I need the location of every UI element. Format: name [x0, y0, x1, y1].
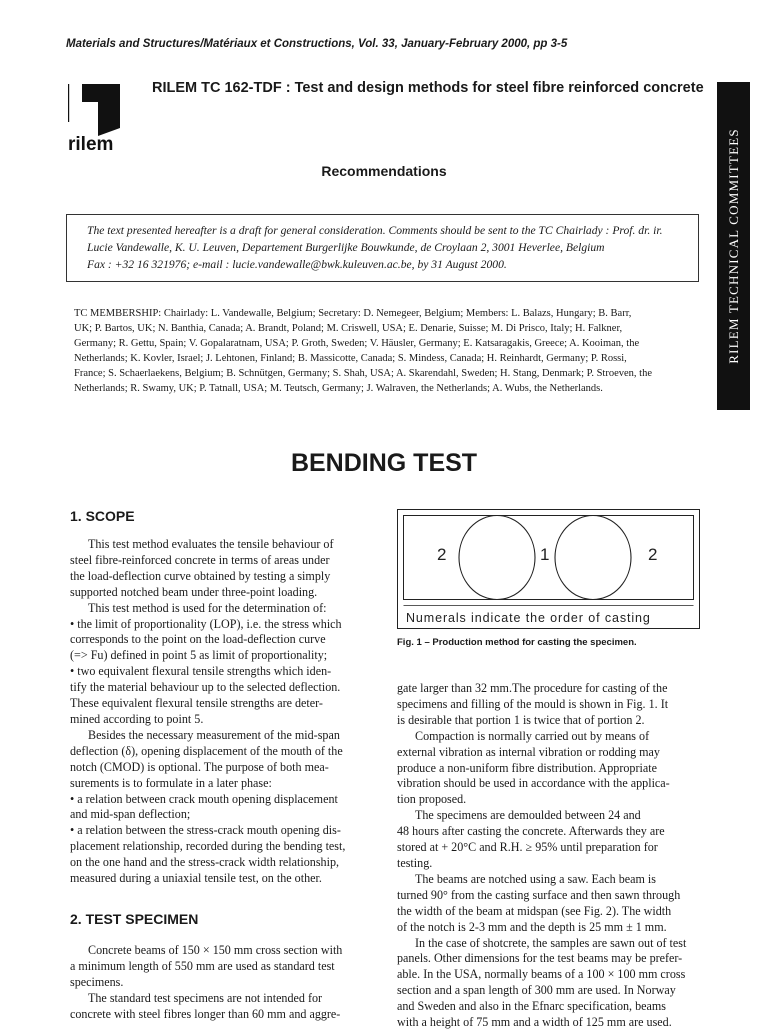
text-line: tion proposed.: [397, 792, 467, 807]
text-line: steel fibre-reinforced concrete in terms of areas under: [70, 552, 330, 567]
text-line: on the one hand and the stress-crack width relationship,: [70, 855, 340, 870]
text-line: able. In the USA, normally beams of a 100 × 100 mm cross: [397, 967, 686, 982]
right-column-text: [397, 681, 703, 1031]
casting-figure: [397, 509, 700, 629]
text-line: turned 90° from the casting surface and then sawn through: [397, 887, 681, 902]
text-line: panels. Other dimensions for the test beams may be prefer-: [397, 951, 683, 966]
text-line: external vibration as internal vibration or rodding may: [397, 744, 660, 759]
text-line: Compaction is normally carried out by means of: [415, 728, 650, 743]
text-line: gate larger than 32 mm.The procedure for casting of the: [397, 681, 668, 695]
membership-line: Netherlands; K. Kovler, Israel; J. Lehtonen, Finland; B. Massicotte, Canada; S. Mindess, Canada; H. Reinhardt, Germany; P. Rossi,: [74, 353, 627, 364]
text-line: supported notched beam under three-point loading.: [70, 584, 318, 599]
text-line: In the case of shotcrete, the samples are sawn out of test: [415, 935, 687, 950]
text-line: notch (CMOD) is optional. The purpose of both mea-: [70, 759, 329, 774]
text-line: specimens.: [70, 974, 124, 989]
svg-text:rilem: rilem: [68, 134, 114, 154]
text-line: and Sweden and also in the Efnarc specification, beams: [397, 999, 666, 1014]
text-line: This test method evaluates the tensile behaviour of: [88, 537, 334, 551]
portion-label: 2: [648, 545, 658, 564]
specimen-heading: 2. TEST SPECIMEN: [70, 911, 199, 927]
text-line: deflection (δ), opening displacement of the mouth of the: [70, 743, 343, 758]
scope-text: [70, 537, 378, 887]
notice-box: [66, 214, 699, 282]
text-line: corresponds to the point on the load-deflection curve: [70, 632, 326, 647]
text-line: surements is to formulate in a later phase:: [70, 775, 272, 790]
text-line: • a relation between the stress-crack mouth opening dis-: [70, 823, 341, 838]
text-line: a minimum length of 550 mm are used as standard test: [70, 958, 335, 973]
text-line: Concrete beams of 150 × 150 mm cross section with: [88, 943, 343, 957]
text-line: specimens and filling of the mould is shown in Fig. 1. It: [397, 696, 669, 711]
text-line: Besides the necessary measurement of the mid-span: [88, 727, 340, 742]
membership-line: Netherlands; R. Swamy, UK; P. Tatnall, USA; M. Teutsch, Germany; J. Walraven, the Netherlands; A. Wubs, the Netherlands.: [74, 383, 603, 394]
figure-note: Numerals indicate the order of casting: [406, 611, 651, 625]
scope-heading: 1. SCOPE: [70, 508, 135, 524]
figure-caption: Fig. 1 – Production method for casting the specimen.: [397, 637, 637, 648]
membership-line: UK; P. Bartos, UK; N. Banthia, Canada; A. Brandt, Poland; M. Criswell, USA; E. Denarie, Suisse; M. Di Prisco, Italy; H. Falkner,: [74, 323, 623, 334]
text-line: mined according to point 5.: [70, 711, 204, 726]
text-line: The specimens are demoulded between 24 and: [415, 808, 641, 823]
sidebar-label: RILEM TECHNICAL COMMITTEES: [725, 128, 741, 364]
text-line: • a relation between crack mouth opening displacement: [70, 791, 338, 806]
notice-line: Fax : +32 16 321976; e-mail : lucie.vandewalle@bwk.kuleuven.ac.be, by 31 August 2000.: [87, 258, 507, 271]
text-line: placement relationship, recorded during the bending test,: [70, 839, 346, 854]
portion-label: 1: [540, 545, 550, 564]
text-line: produce a non-uniform fibre distribution. Appropriate: [397, 760, 657, 775]
membership-line: TC MEMBERSHIP: Chairlady: L. Vandewalle, Belgium; Secretary: D. Nemegeer, Belgium; Members: L. Balazs, Hungary; B. Barr,: [74, 308, 632, 319]
rilem-logo: [68, 84, 124, 154]
text-line: (=> Fu) defined in point 5 as limit of proportionality;: [70, 648, 328, 663]
text-line: These equivalent flexural tensile strengths are deter-: [70, 696, 323, 711]
text-line: section and a span length of 300 mm are used. In Norway: [397, 983, 676, 998]
text-line: vibration should be used in accordance with the applica-: [397, 776, 670, 791]
membership-line: Germany; R. Gettu, Spain; V. Gopalaratnam, USA; P. Groth, Sweden; V. Häusler, Germany; E. Katsaragakis, Greece; A. Kooiman, the: [74, 338, 640, 349]
notice-line: The text presented hereafter is a draft for general consideration. Comments should be sent to the TC Chairlady : Prof. dr. ir.: [87, 224, 663, 237]
journal-citation: Materials and Structures/Matériaux et Constructions, Vol. 33, January-February 2000, pp 3-5: [66, 38, 568, 50]
text-line: • two equivalent flexural tensile strengths which iden-: [70, 664, 332, 679]
text-line: • the limit of proportionality (LOP), i.e. the stress which: [70, 616, 342, 631]
text-line: is desirable that portion 1 is twice that of portion 2.: [397, 712, 645, 727]
text-line: of the notch is 2-3 mm and the depth is 25 mm ± 1 mm.: [397, 919, 667, 934]
text-line: This test method is used for the determination of:: [88, 600, 327, 615]
text-line: The beams are notched using a saw. Each beam is: [415, 871, 657, 886]
section-label: Recommendations: [321, 163, 447, 179]
specimen-text: [70, 943, 378, 1023]
text-line: The standard test specimens are not intended for: [88, 990, 323, 1005]
text-line: with a height of 75 mm and a width of 125 mm are used.: [397, 1015, 672, 1030]
text-line: the width of the beam at midspan (see Fig. 2). The width: [397, 903, 672, 918]
page-title: BENDING TEST: [290, 449, 478, 477]
text-line: measured during a uniaxial tensile test, on the other.: [70, 871, 322, 886]
portion-label: 2: [437, 545, 447, 564]
membership-list: [74, 306, 722, 396]
text-line: stored at + 20°C and R.H. ≥ 95% until preparation for: [397, 840, 658, 855]
notice-line: Lucie Vandewalle, K. U. Leuven, Departement Burgerlijke Bouwkunde, de Croylaan 2, 3001 Heverlee, Belgium: [87, 241, 605, 254]
text-line: 48 hours after casting the concrete. Afterwards they are: [397, 824, 665, 839]
text-line: concrete with steel fibres longer than 60 mm and aggre-: [70, 1006, 341, 1021]
text-line: the load-deflection curve obtained by testing a simply: [70, 568, 331, 583]
text-line: testing.: [397, 855, 433, 870]
committee-title: RILEM TC 162-TDF : Test and design methods for steel fibre reinforced concrete: [152, 80, 704, 96]
membership-line: France; S. Schaerlaekens, Belgium; B. Schnütgen, Germany; S. Shah, USA; A. Skarendahl, Sweden; H. Stang, Denmark; P. Stroeven, the: [74, 368, 652, 379]
text-line: tify the material behaviour up to the selected deflection.: [70, 680, 341, 695]
text-line: and mid-span deflection;: [70, 807, 191, 822]
